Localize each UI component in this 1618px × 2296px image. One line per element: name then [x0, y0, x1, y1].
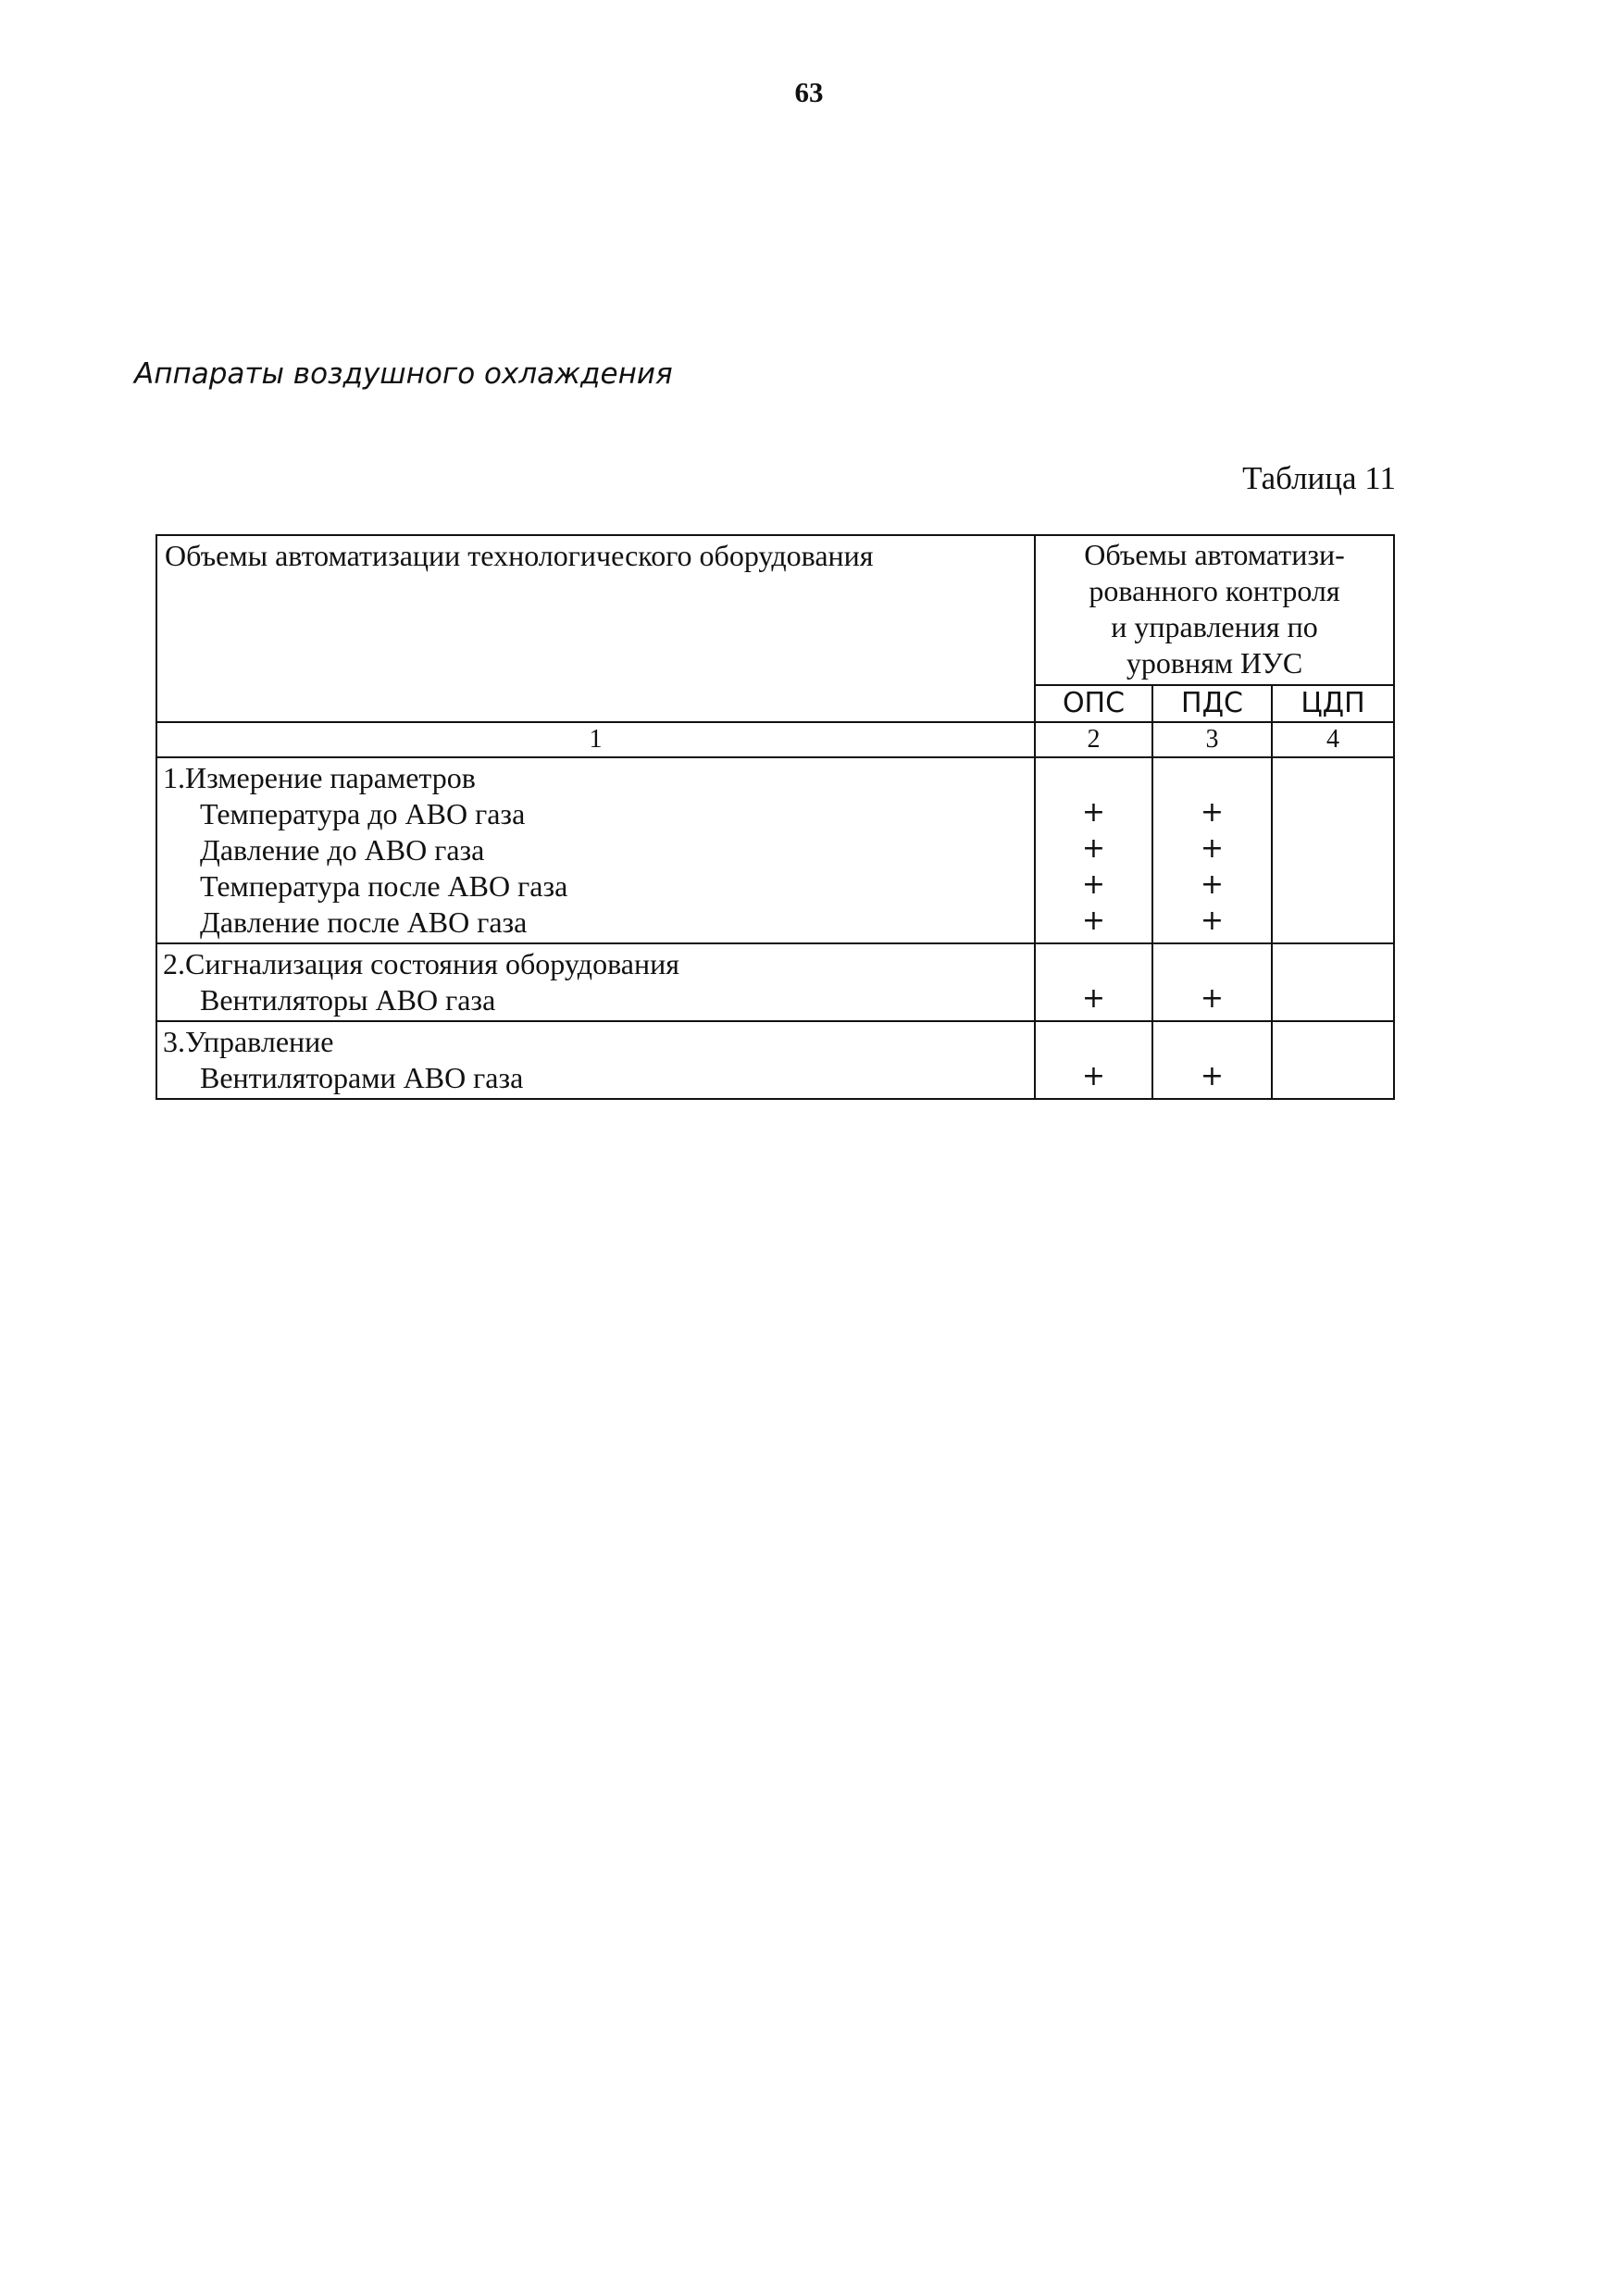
cdp-cell	[1272, 1021, 1394, 1099]
plus-mark: +	[1081, 796, 1106, 829]
plus-mark: +	[1081, 982, 1106, 1015]
header-left: Объемы автоматизации технологического оборудования	[156, 535, 1035, 722]
group-title: 1.Измерение параметров	[163, 761, 476, 794]
subheader-cdp: ЦДП	[1272, 685, 1394, 722]
cdp-cell	[1272, 943, 1394, 1021]
plus-mark: +	[1200, 868, 1225, 901]
header-right-line: Объемы автоматизи-	[1084, 538, 1345, 571]
item-label: Давление до АВО газа	[200, 833, 485, 867]
plus-mark: +	[1200, 1060, 1225, 1092]
plus-mark: +	[1081, 1060, 1106, 1092]
subheader-pds: ПДС	[1152, 685, 1272, 722]
plus-mark: +	[1200, 982, 1225, 1015]
plus-mark: +	[1081, 868, 1106, 901]
column-number-row	[156, 722, 1394, 757]
table-label: Таблица 11	[1242, 460, 1396, 496]
page-number: 63	[794, 76, 824, 108]
pds-cell	[1152, 757, 1272, 943]
group-cell	[156, 1021, 1035, 1099]
section-title: Аппараты воздушного охлаждения	[134, 357, 673, 391]
table-group-row	[156, 1021, 1394, 1099]
item-label: Вентиляторы АВО газа	[200, 983, 496, 1017]
plus-mark: +	[1200, 905, 1225, 937]
column-number: 3	[1152, 722, 1272, 757]
group-title: 2.Сигнализация состояния оборудования	[163, 947, 679, 980]
ops-cell	[1035, 1021, 1152, 1099]
header-right-line: уровням ИУС	[1126, 646, 1303, 680]
plus-mark: +	[1200, 796, 1225, 829]
item-label: Температура до АВО газа	[200, 797, 526, 830]
subheader-ops: ОПС	[1035, 685, 1152, 722]
ops-cell	[1035, 757, 1152, 943]
item-label: Давление после АВО газа	[200, 905, 528, 939]
column-number: 4	[1272, 722, 1394, 757]
column-number: 1	[156, 722, 1035, 757]
plus-mark: +	[1200, 832, 1225, 865]
pds-cell	[1152, 943, 1272, 1021]
item-label: Вентиляторами АВО газа	[200, 1061, 524, 1094]
cdp-cell	[1272, 757, 1394, 943]
item-label: Температура после АВО газа	[200, 869, 568, 903]
pds-cell	[1152, 1021, 1272, 1099]
plus-mark: +	[1081, 905, 1106, 937]
ops-cell	[1035, 943, 1152, 1021]
plus-mark: +	[1081, 832, 1106, 865]
header-right	[1035, 535, 1394, 685]
group-title: 3.Управление	[163, 1025, 334, 1058]
group-cell	[156, 757, 1035, 943]
header-right-line: рованного контроля	[1089, 574, 1340, 607]
column-number: 2	[1035, 722, 1152, 757]
header-right-line: и управления по	[1111, 610, 1318, 643]
group-cell	[156, 943, 1035, 1021]
automation-table	[156, 534, 1395, 1100]
table-group-row	[156, 757, 1394, 943]
table-group-row	[156, 943, 1394, 1021]
